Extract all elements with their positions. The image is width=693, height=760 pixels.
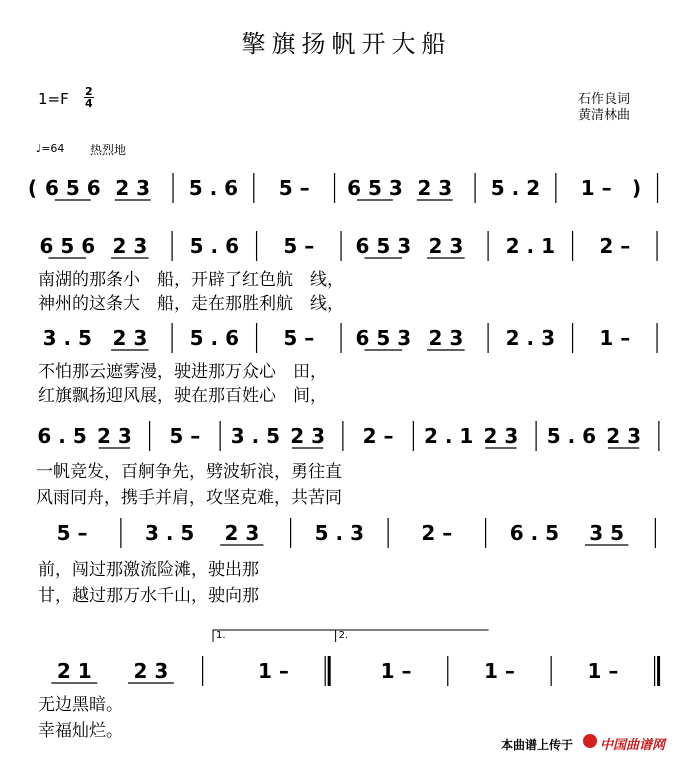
note-group: 2 3 (606, 424, 642, 448)
lyric-line1-verse1: 南湖的那条小 船，开辟了红色航 线， (38, 270, 344, 290)
note-group: 1 – (580, 176, 612, 200)
note-group: 6 5 3 (347, 176, 403, 200)
note-group: 5 – (56, 521, 88, 545)
note-group: 1 – (380, 659, 412, 683)
note-group: 2 3 (96, 424, 132, 448)
note-group: 5 – (283, 326, 315, 350)
site-brand[interactable]: 中国曲谱网 (600, 738, 666, 753)
note-group: 5 . 2 (490, 176, 541, 200)
meter-top: 2 (85, 85, 93, 98)
lyric-line2-verse1: 不怕那云遮雾漫，驶进那万众心 田， (38, 362, 327, 382)
note-group: 6 . 5 (509, 521, 560, 545)
note-group: 5 . 6 (546, 424, 597, 448)
note-group: 5 . 6 (189, 326, 240, 350)
note-group: ( (27, 176, 38, 200)
lyric-line4-verse2: 甘，越过那万水千山，驶向那 (38, 586, 259, 606)
expression-marking: 热烈地 (90, 143, 127, 157)
note-group: 5 – (169, 424, 201, 448)
key-signature: 1=F (38, 90, 69, 108)
note-group: 2 . 1 (423, 424, 474, 448)
lyric-line2-verse2: 红旗飘扬迎风展，驶在那百姓心 间， (38, 386, 327, 406)
note-group: 6 5 3 (355, 326, 412, 350)
note-group: 5 – (283, 234, 315, 258)
note-group: 2 3 (112, 326, 148, 350)
lyric-line5-verse2: 幸福灿烂。 (38, 721, 123, 741)
volta-label: 1. (216, 630, 226, 641)
lyric-line3-verse1: 一帆竞发，百舸争先，劈波斩浪，勇往直 (36, 462, 342, 482)
meter-bottom: 4 (85, 97, 93, 110)
note-group: 2 3 (417, 176, 453, 200)
lyric-line5-verse1: 无边黑暗。 (38, 695, 123, 715)
note-group: 2 3 (112, 234, 148, 258)
note-group: 2 – (421, 521, 453, 545)
note-group: 2 3 (115, 176, 151, 200)
note-group: 3 . 5 (144, 521, 195, 545)
note-group: 2 3 (133, 659, 169, 683)
note-group: 6 . 5 (37, 424, 87, 448)
note-group: 2 3 (428, 326, 464, 350)
note-group: 2 . 3 (505, 326, 556, 350)
lyric-line1-verse2: 神州的这条大 船，走在那胜利航 线， (38, 294, 344, 314)
note-group: 2 3 (428, 234, 464, 258)
note-group: 3 . 5 (230, 424, 281, 448)
note-group: 1 – (258, 659, 289, 683)
note-group: 6 5 6 (44, 176, 101, 200)
footer-note: 本曲谱上传于 (501, 738, 574, 752)
note-group: 6 5 3 (355, 234, 412, 258)
note-group: 2 . 1 (505, 234, 556, 258)
note-group: 6 5 6 (39, 234, 96, 258)
volta-label: 2. (338, 630, 349, 641)
note-group: 2 1 (56, 659, 92, 683)
composer: 黄清林曲 (578, 108, 631, 123)
note-group: 2 3 (483, 424, 519, 448)
note-group: 1 – (587, 659, 619, 683)
note-group: 5 . 6 (188, 176, 239, 200)
note-group: 2 – (599, 234, 631, 258)
volta-bracket (336, 630, 489, 642)
lyric-line4-verse1: 前，闯过那激流险滩，驶出那 (38, 560, 259, 580)
note-group: 5 . 3 (314, 521, 365, 545)
site-logo-icon (583, 734, 597, 748)
note-group: 3 . 5 (42, 326, 92, 350)
lyricist: 石作良词 (578, 92, 631, 107)
lyric-line3-verse2: 风雨同舟，携手并肩，攻坚克难，共苦同 (36, 488, 342, 508)
note-group: 5 – (278, 176, 310, 200)
note-group: 2 3 (224, 521, 260, 545)
note-group: ) (632, 176, 642, 200)
note-group: 1 – (484, 659, 515, 683)
note-group: 3 5 (589, 521, 625, 545)
song-title: 擎旗扬帆开大船 (241, 30, 452, 58)
note-group: 1 – (599, 326, 631, 350)
note-group: 5 . 6 (189, 234, 240, 258)
tempo-marking: ♩=64 (36, 142, 65, 155)
note-group: 2 3 (290, 424, 326, 448)
note-group: 2 – (362, 424, 394, 448)
